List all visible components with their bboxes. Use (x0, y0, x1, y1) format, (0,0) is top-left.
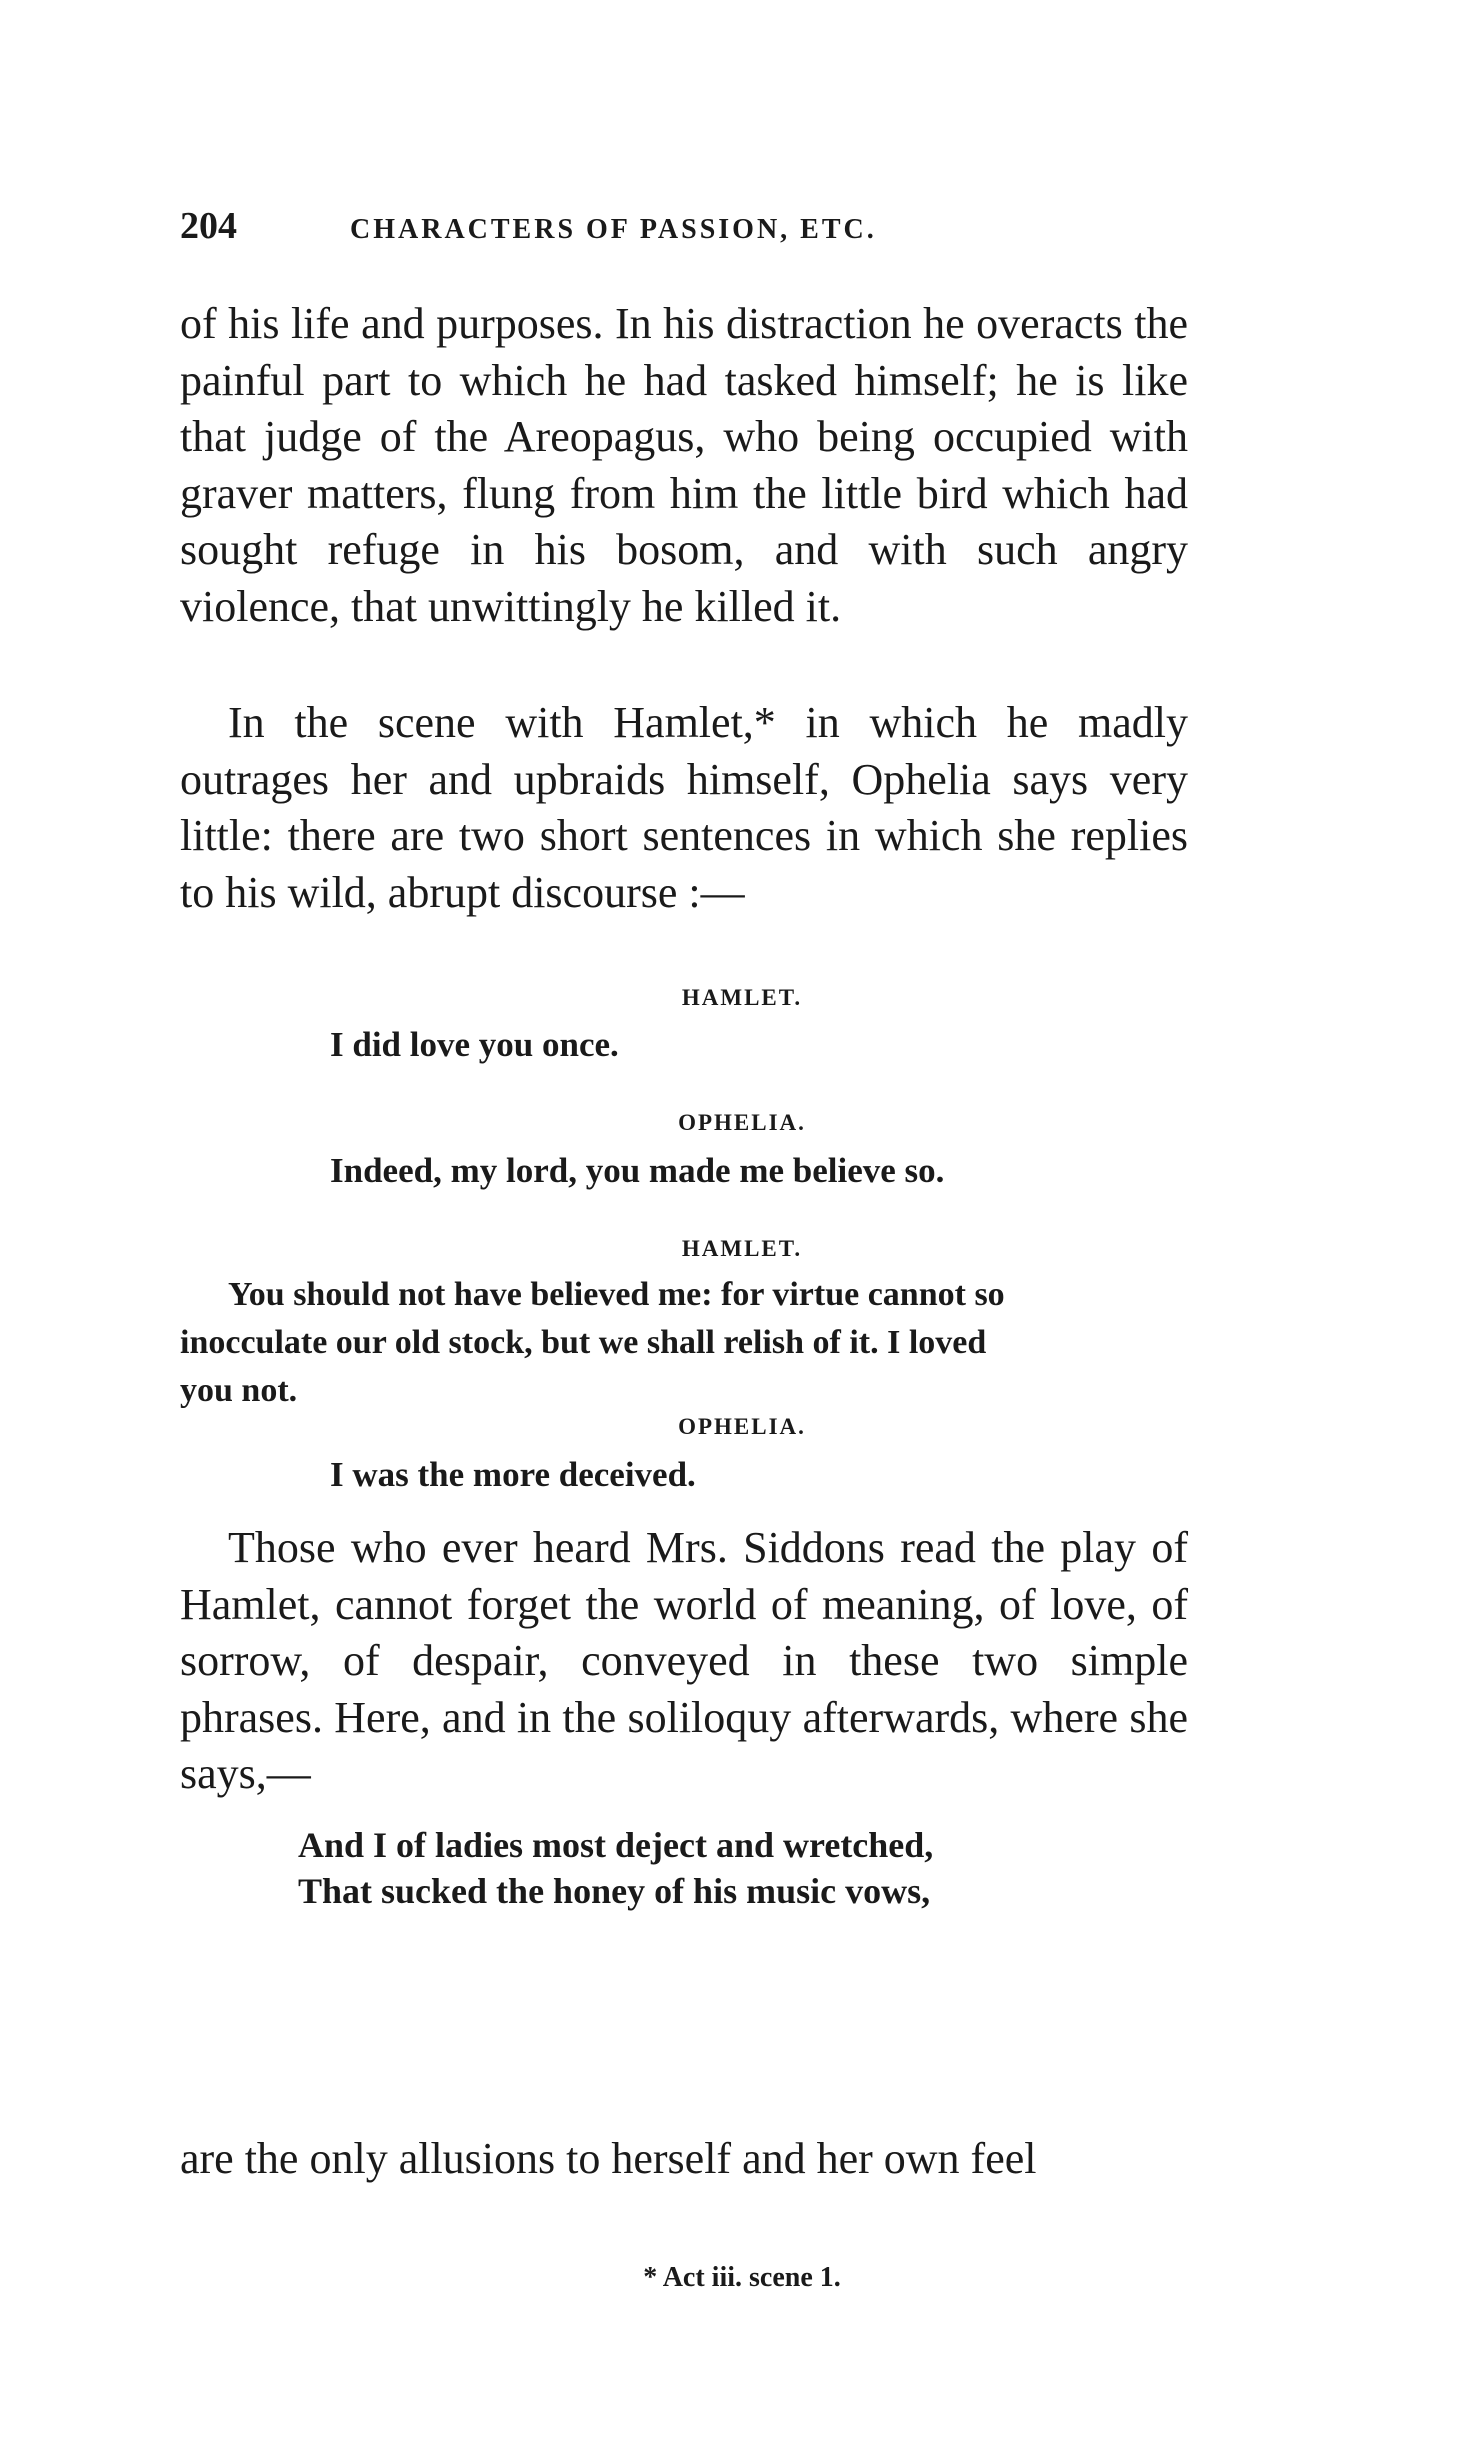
speaker-hamlet-2: HAMLET. (681, 1236, 803, 1261)
verse-line-1: And I of ladies most deject and wretched, (298, 1825, 934, 1865)
footnote: * Act iii. scene 1. (643, 2262, 841, 2293)
paragraph-3: Those who ever heard Mrs. Siddons read the play of Hamlet, cannot forget the world of meaning, of love, of sorrow, of despair, conveyed in these two simple phrases. Here, and in the soliloquy afterwards, where she says,— (180, 1523, 1188, 1798)
page-number: 204 (180, 205, 237, 247)
running-title: CHARACTERS OF PASSION, ETC. (350, 214, 877, 245)
speaker-ophelia-1: OPHELIA. (678, 1110, 806, 1135)
dialogue-line-3b: inocculate our old stock, but we shall relish of it. I loved (180, 1324, 987, 1361)
page-header (180, 204, 877, 248)
paragraph-1: of his life and purposes. In his distraction he overacts the painful part to which he had tasked himself; he is like that judge of the Areopagus, who being occupied with graver matters, flung from him the little bird which had sought refuge in his bosom, and with such angry violence, that unwittingly he killed it. (180, 299, 1188, 631)
paragraph-2: In the scene with Hamlet,* in which he madly outrages her and upbraids himself, Ophelia says very little: there are two short sentences in which she replies to his wild, abrupt discourse :— (180, 698, 1188, 917)
verse-line-2: That sucked the honey of his music vows, (298, 1871, 931, 1911)
speaker-ophelia-2: OPHELIA. (678, 1414, 806, 1439)
dialogue-line-2: Indeed, my lord, you made me believe so. (330, 1151, 945, 1190)
dialogue-line-3a: You should not have believed me: for virtue cannot so (228, 1276, 1005, 1313)
paragraph-4: are the only allusions to herself and her own feel (180, 2134, 1037, 2183)
dialogue-line-3c: you not. (180, 1372, 298, 1409)
dialogue-line-4: I was the more deceived. (330, 1455, 696, 1494)
speaker-hamlet-1: HAMLET. (681, 985, 803, 1010)
dialogue-line-1: I did love you once. (330, 1025, 619, 1064)
